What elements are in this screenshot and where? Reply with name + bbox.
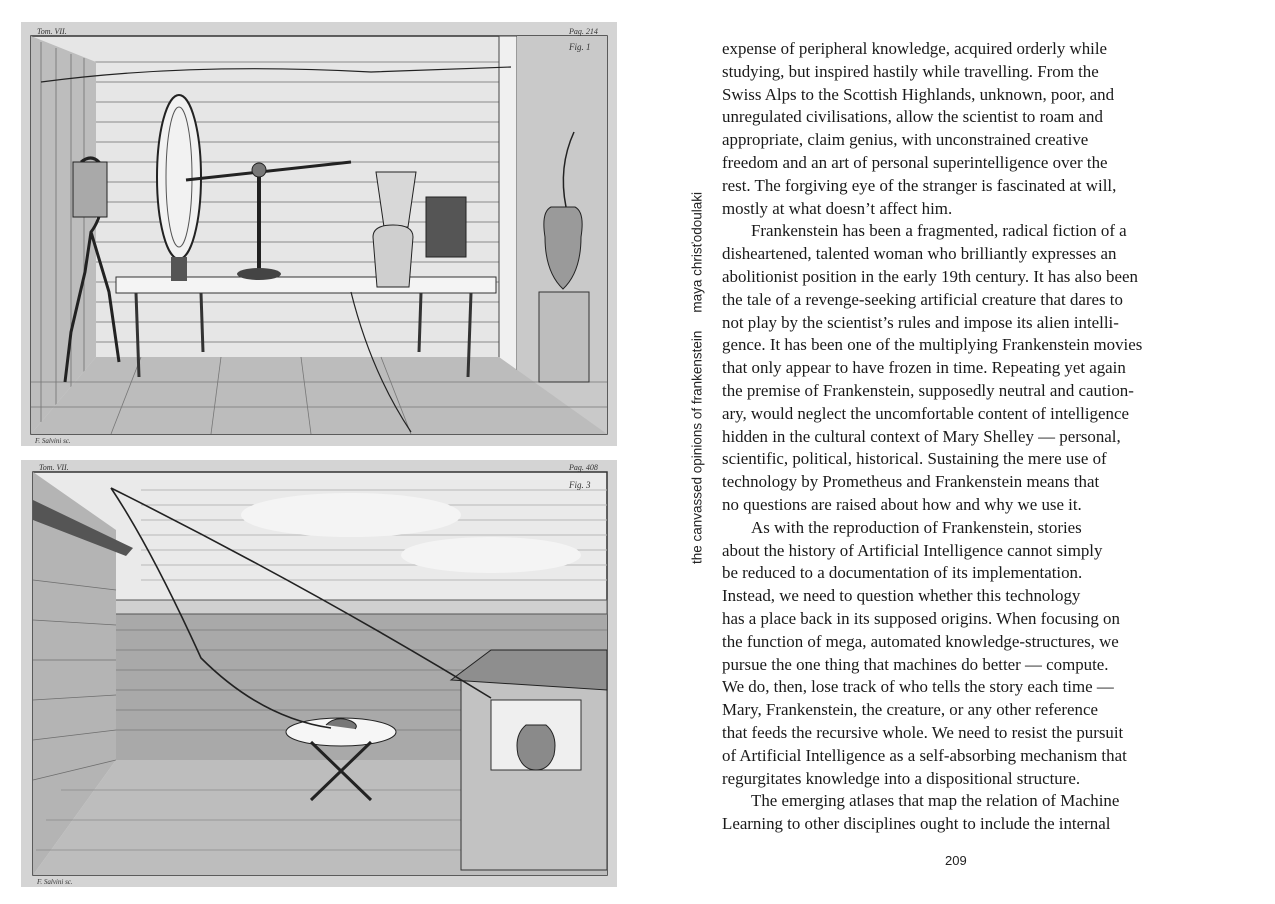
paragraph <box>722 517 1184 791</box>
text-line: that feeds the recursive whole. We need to resist the pursuit <box>722 722 1124 742</box>
text-line: the tale of a revenge-seeking artificial creature that dares to <box>722 289 1123 309</box>
text-line: scientific, political, historical. Sustaining the mere use of <box>722 449 1107 469</box>
text-line: of Artificial Intelligence as a self-absorbing mechanism that <box>722 745 1127 765</box>
plate-bottom-header-right: Pag. 408 <box>569 463 598 472</box>
text-line: has a place back in its supposed origins. When focusing on <box>722 608 1120 628</box>
plate-top-header-right: Pag. 214 <box>569 27 598 36</box>
engraving-image-bottom <box>21 460 617 887</box>
page-number: 209 <box>945 853 967 868</box>
text-line: Frankenstein has been a fragmented, radical fiction of a <box>751 221 1127 241</box>
text-line: the function of mega, automated knowledge-structures, we <box>722 631 1119 651</box>
text-line: As with the reproduction of Frankenstein, stories <box>751 517 1082 537</box>
engraving-plate-top <box>21 22 617 446</box>
text-line: disheartened, talented woman who brilliantly expresses an <box>722 244 1117 264</box>
running-head-author: maya chrisťodoulaki <box>689 191 705 313</box>
text-line: that only appear to have frozen in time. Repeating yet again <box>722 358 1126 378</box>
text-line: We do, then, lose track of who tells the story each time — <box>722 677 1114 697</box>
text-line: Mary, Frankenstein, the creature, or any other reference <box>722 700 1098 720</box>
text-line: hidden in the cultural context of Mary Shelley — personal, <box>722 426 1121 446</box>
text-line: The emerging atlases that map the relation of Machine <box>751 791 1120 811</box>
text-line: ary, would neglect the uncomfortable content of intelligence <box>722 403 1129 423</box>
text-line: studying, but inspired hastily while travelling. From the <box>722 61 1099 81</box>
plate-top-fig-label: Fig. 1 <box>569 42 591 52</box>
paragraph <box>722 38 1184 220</box>
text-line: rest. The forgiving eye of the stranger is fascinated at will, <box>722 175 1117 195</box>
text-line: unregulated civilisations, allow the scientist to roam and <box>722 107 1103 127</box>
text-line: freedom and an art of personal superintelligence over the <box>722 152 1108 172</box>
engraving-image-top <box>21 22 617 446</box>
paragraph <box>722 790 1184 836</box>
plate-bottom-caption-left: F. Salvini sc. <box>37 878 73 886</box>
text-line: the premise of Frankenstein, supposedly neutral and caution- <box>722 380 1134 400</box>
text-line: no questions are raised about how and why we use it. <box>722 494 1082 514</box>
plate-top-caption-left: F. Salvini sc. <box>35 437 71 445</box>
text-line: mostly at what doesn’t affect him. <box>722 198 953 218</box>
running-head <box>690 192 705 564</box>
plate-bottom-fig-label: Fig. 3 <box>569 480 591 490</box>
text-line: Instead, we need to question whether this technology <box>722 586 1081 606</box>
engraving-plate-bottom <box>21 460 617 887</box>
text-line: about the history of Artificial Intelligence cannot simply <box>722 540 1103 560</box>
text-line: not play by the scientist’s rules and impose its alien intelli- <box>722 312 1119 332</box>
text-line: gence. It has been one of the multiplying Frankenstein movies <box>722 335 1143 355</box>
text-line: pursue the one thing that machines do better — compute. <box>722 654 1109 674</box>
paragraph <box>722 220 1184 516</box>
running-head-title: the canvassed opinions of frankenstein <box>689 330 705 565</box>
text-line: Learning to other disciplines ought to include the internal <box>722 814 1111 834</box>
text-line: expense of peripheral knowledge, acquired orderly while <box>722 39 1108 58</box>
plate-bottom-header-left: Tom. VII. <box>39 463 69 472</box>
text-line: regurgitates knowledge into a dispositional structure. <box>722 768 1081 788</box>
text-line: abolitionist position in the early 19th century. It has also been <box>722 266 1138 286</box>
text-line: appropriate, claim genius, with unconstrained creative <box>722 130 1089 150</box>
body-text <box>722 38 1184 836</box>
text-line: technology by Prometheus and Frankenstein means that <box>722 472 1100 492</box>
plate-top-header-left: Tom. VII. <box>37 27 67 36</box>
text-line: be reduced to a documentation of its implementation. <box>722 563 1083 583</box>
text-line: Swiss Alps to the Scottish Highlands, unknown, poor, and <box>722 84 1115 104</box>
